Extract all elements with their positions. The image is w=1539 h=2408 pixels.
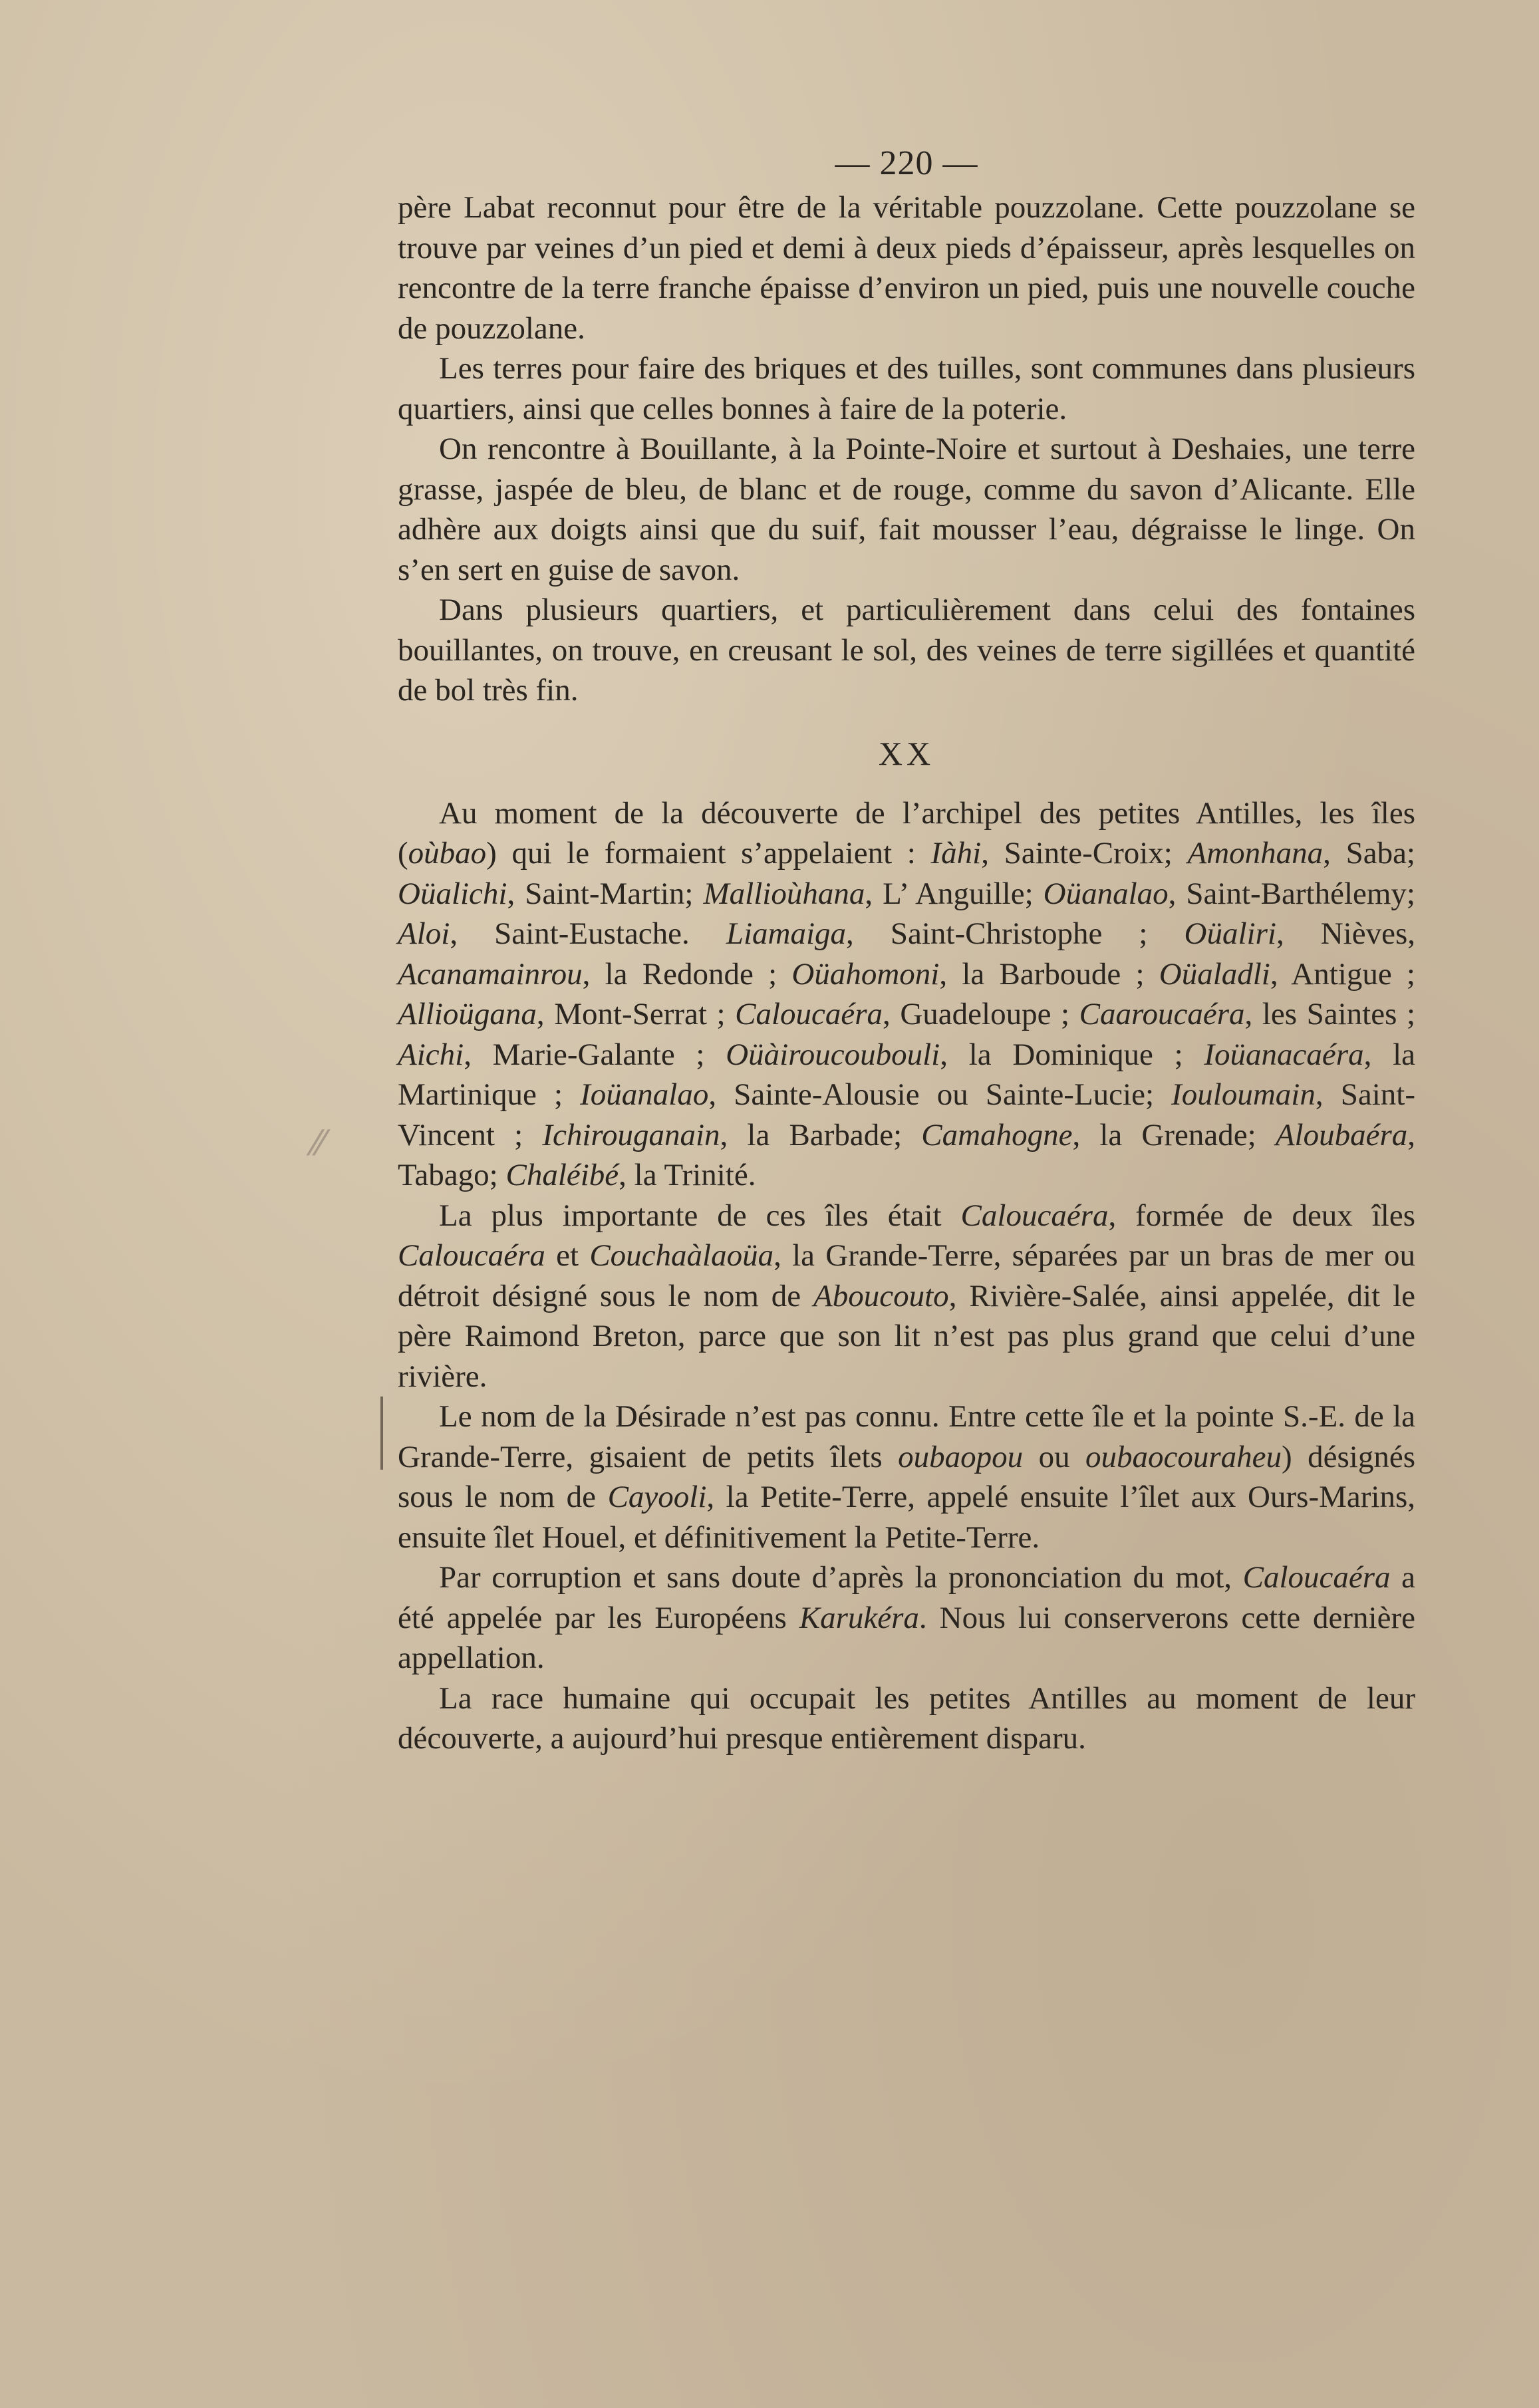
text-run: , Guadeloupe ; <box>883 997 1079 1031</box>
text-run: , Tabago; <box>398 1117 1415 1192</box>
paragraph <box>398 1678 1415 1759</box>
paragraph <box>398 1397 1415 1557</box>
text-run: , Mont-Serrat ; <box>536 997 736 1031</box>
italic-term: Oüanalao <box>1043 876 1169 911</box>
paragraph <box>398 1557 1415 1678</box>
paragraph <box>398 793 1415 1196</box>
text-run: , Sainte-Alousie ou Sainte-Lucie; <box>708 1077 1172 1112</box>
italic-term: oubaopou <box>898 1439 1024 1474</box>
text-run: , Saint-Martin; <box>507 876 704 911</box>
text-block-before-section <box>398 188 1415 711</box>
text-run: , la Barboude ; <box>939 956 1159 992</box>
italic-term: Acanamainrou <box>398 956 583 992</box>
italic-term: Liamaiga <box>726 916 847 951</box>
page-number: — 220 — <box>835 144 978 182</box>
italic-term: Amonhana <box>1187 836 1324 870</box>
italic-term: Cayooli <box>607 1480 707 1514</box>
text-run: La plus importante de ces îles était <box>439 1198 961 1233</box>
italic-term: Oüàiroucoubouli <box>726 1037 940 1072</box>
text-run: , Saint-Barthélemy; <box>1168 876 1415 911</box>
paragraph <box>398 1196 1415 1397</box>
italic-term: Ioüanalao <box>580 1077 709 1112</box>
italic-term: Ichirouganain <box>542 1117 720 1152</box>
text-run: La race humaine qui occupait les petites Antilles au moment de leur découverte, a aujourd’hui presque entièrement disparu. <box>398 1680 1415 1756</box>
italic-term: oubaocouraheu <box>1085 1439 1282 1474</box>
text-run: , les Saintes ; <box>1244 997 1415 1031</box>
italic-term: Allioügana <box>398 997 537 1031</box>
text-run: , Marie-Galante ; <box>464 1037 726 1072</box>
section-heading: XX <box>878 734 935 772</box>
text-run: , la Dominique ; <box>940 1037 1204 1072</box>
text-run: On rencontre à Bouillante, à la Pointe-Noire et surtout à Deshaies, une terre grasse, jaspée de bleu, de blanc et de rouge, comme du savon d’Alicante. Elle adhère aux doigts ainsi que du suif, fait mousser l’eau, dégraisse le linge. On s’en sert en guise de savon. <box>398 432 1415 587</box>
text-run: , Nièves, <box>1276 916 1415 951</box>
italic-term: Iàhi <box>930 836 982 870</box>
italic-term: Aboucouto <box>813 1278 949 1313</box>
italic-term: Ioüanacaéra <box>1204 1037 1364 1072</box>
text-run: , Sainte-Croix; <box>981 836 1188 870</box>
italic-term: Karukéra <box>799 1600 919 1635</box>
text-run: ) qui le formaient s’appelaient : <box>486 836 931 870</box>
italic-term: Caloucaéra <box>735 997 883 1031</box>
italic-term: Caloucaéra <box>960 1198 1109 1233</box>
text-run: , la Trinité. <box>619 1158 756 1192</box>
text-run: , la Barbade; <box>720 1117 922 1152</box>
italic-term: Oüalichi <box>398 876 507 911</box>
text-run: , la Petite-Terre, appelé ensuite l’îlet aux Ours-Marins, ensuite îlet Houel, et définitivement la Petite-Terre. <box>398 1480 1415 1555</box>
text-run: Dans plusieurs quartiers, et particulièrement dans celui des fontaines bouillantes, on trouve, en creusant le sol, des veines de terre sigillées et quantité de bol très fin. <box>398 593 1415 708</box>
margin-scribble: ⁄⁄ <box>313 1124 325 1164</box>
margin-line-mark <box>380 1397 383 1470</box>
text-run: , formée de deux îles <box>1108 1198 1415 1233</box>
text-run: Les terres pour faire des briques et des tuilles, sont communes dans plusieurs quartiers, ainsi que celles bonnes à faire de la poterie. <box>398 351 1415 426</box>
text-run: , Saba; <box>1323 836 1415 870</box>
paragraph <box>398 429 1415 590</box>
italic-term: Oüahomoni <box>791 956 940 992</box>
text-run: Par corruption et sans doute d’après la prononciation du mot, <box>439 1560 1243 1595</box>
italic-term: oùbao <box>408 836 487 870</box>
italic-term: Couchaàlaoüa <box>589 1238 774 1273</box>
italic-term: Aloubaéra <box>1275 1117 1408 1152</box>
paragraph <box>398 348 1415 429</box>
italic-term: Caloucaéra <box>398 1238 545 1273</box>
italic-term: Camahogne <box>921 1117 1073 1152</box>
text-run: et <box>545 1238 590 1273</box>
italic-term: Iouloumain <box>1171 1077 1316 1112</box>
text-run: père Labat reconnut pour être de la véritable pouzzolane. Cette pouzzolane se trouve par veines d’un pied et demi à deux pieds d’épaisseur, après lesquelles on rencontre de la terre franche épaisse d’environ un pied, puis une nouvelle couche de pouzzolane. <box>398 190 1415 346</box>
text-run: , la Grenade; <box>1072 1117 1276 1152</box>
text-run: ) désignés sous le nom de <box>398 1439 1416 1514</box>
text-run: Au moment de la découverte de l’archipel des petites Antilles, les îles ( <box>398 795 1415 870</box>
text-block-after-section <box>398 793 1415 1759</box>
italic-term: Oüaliri <box>1184 916 1276 951</box>
text-run: , Saint-Christophe ; <box>846 916 1185 951</box>
text-run: ou <box>1023 1439 1086 1474</box>
italic-term: Oüaladli <box>1159 956 1270 992</box>
book-page <box>398 144 1415 1759</box>
italic-term: Mallioùhana <box>703 876 865 911</box>
paragraph <box>398 590 1415 711</box>
italic-term: Aloi <box>398 916 450 951</box>
text-run: . Nous lui conserverons cette dernière appellation. <box>398 1600 1415 1675</box>
text-run: , Antigue ; <box>1270 956 1415 992</box>
italic-term: Aichi <box>398 1037 464 1072</box>
text-run: , Rivière-Salée, ainsi appelée, dit le père Raimond Breton, parce que son lit n’est pas plus grand que celui d’une rivière. <box>398 1278 1415 1394</box>
text-run: , la Martinique ; <box>398 1037 1415 1112</box>
text-run: , L’ Anguille; <box>865 876 1044 911</box>
text-run: , la Redonde ; <box>582 956 792 992</box>
text-run: a été appelée par les Européens <box>398 1560 1416 1635</box>
text-run: , Saint-Eustache. <box>450 916 726 951</box>
text-run: Le nom de la Désirade n’est pas connu. Entre cette île et la pointe S.-E. de la Grande-Terre, gisaient de petits îlets <box>398 1399 1415 1474</box>
italic-term: Caloucaéra <box>1242 1560 1391 1595</box>
text-run: , la Grande-Terre, séparées par un bras de mer ou détroit désigné sous le nom de <box>398 1238 1416 1313</box>
italic-term: Caaroucaéra <box>1079 997 1245 1031</box>
text-run: , Saint-Vincent ; <box>398 1077 1415 1152</box>
italic-term: Chaléibé <box>505 1158 619 1192</box>
paragraph <box>398 188 1415 348</box>
